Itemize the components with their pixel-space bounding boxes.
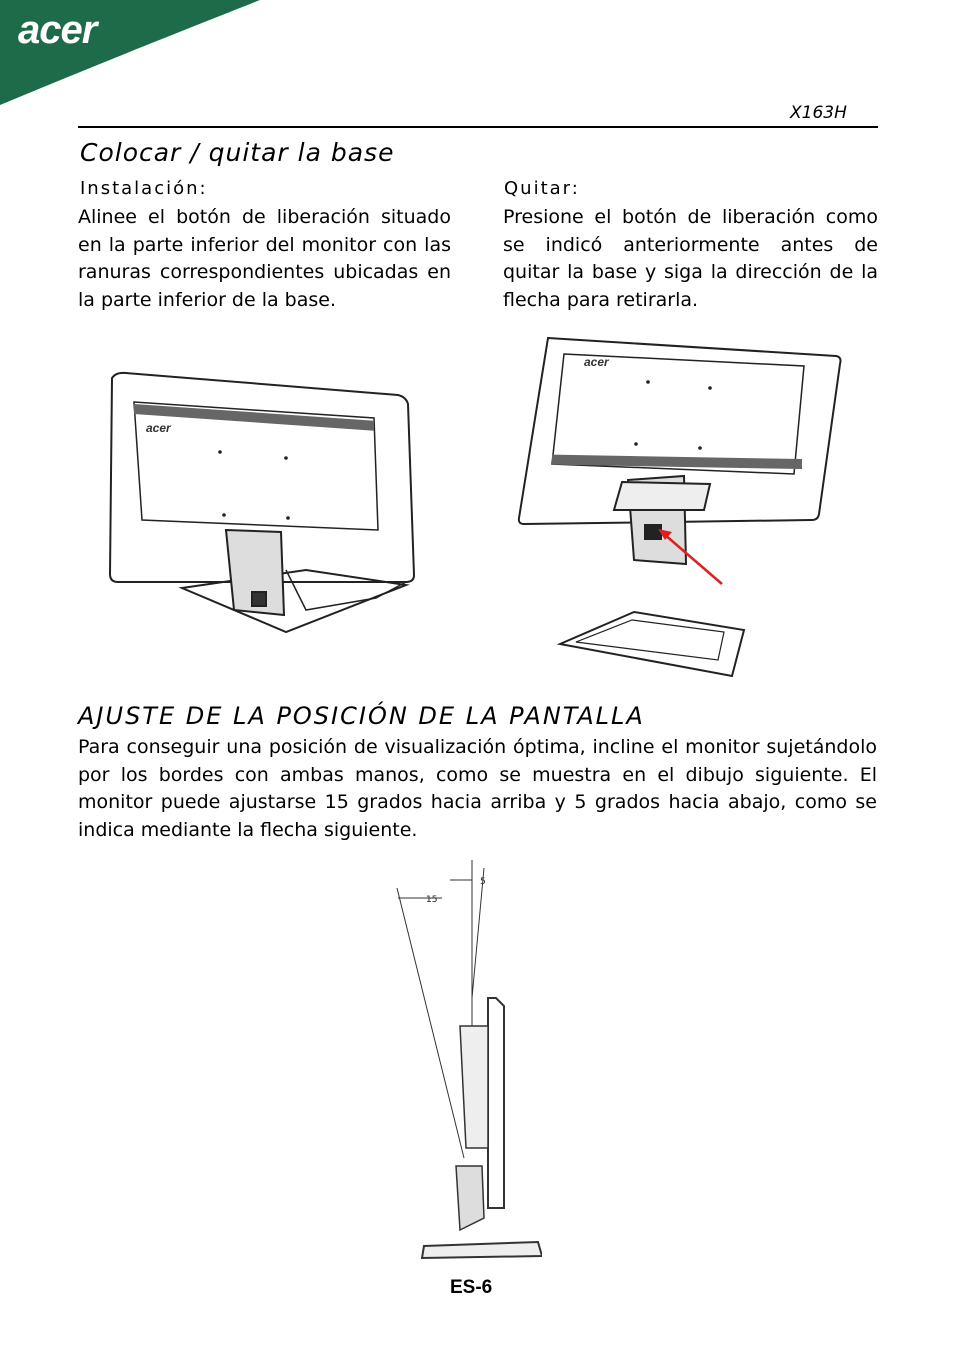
install-figure [106, 370, 418, 636]
angle-down-label: 5 [480, 877, 486, 887]
page-number: ES-6 [450, 1277, 493, 1298]
acer-logo: acer [18, 8, 97, 52]
model-number: X163H [790, 103, 847, 123]
remove-heading: Quitar: [504, 178, 580, 199]
tilt-figure [392, 858, 542, 1263]
section-title-base: Colocar / quitar la base [80, 138, 395, 167]
install-text: Alinee el botón de liberación situado en la parte inferior del monitor con las ranuras correspondientes ubicadas en la parte inferior de la base. [78, 206, 451, 311]
section-title-tilt: AJUSTE DE LA POSICIÓN DE LA PANTALLA [78, 702, 645, 730]
angle-up-label: 15 [426, 895, 438, 905]
remove-figure [514, 334, 846, 680]
figure-logo-2: acer [584, 355, 609, 369]
remove-text: Presione el botón de liberación como se indicó anteriormente antes de quitar la base y siga la dirección de la flecha para retirarla. [503, 206, 878, 311]
header-rule [78, 126, 878, 128]
figure-logo: acer [146, 421, 171, 435]
tilt-text: Para conseguir una posición de visualización óptima, incline el monitor sujetándolo por los bordes con ambas manos, como se muestra en el dibujo siguiente. El monitor puede ajustarse 15 grados hacia arriba y 5 grados hacia abajo, como se indica mediante la flecha siguiente. [78, 736, 877, 841]
install-heading: Instalación: [80, 178, 208, 199]
